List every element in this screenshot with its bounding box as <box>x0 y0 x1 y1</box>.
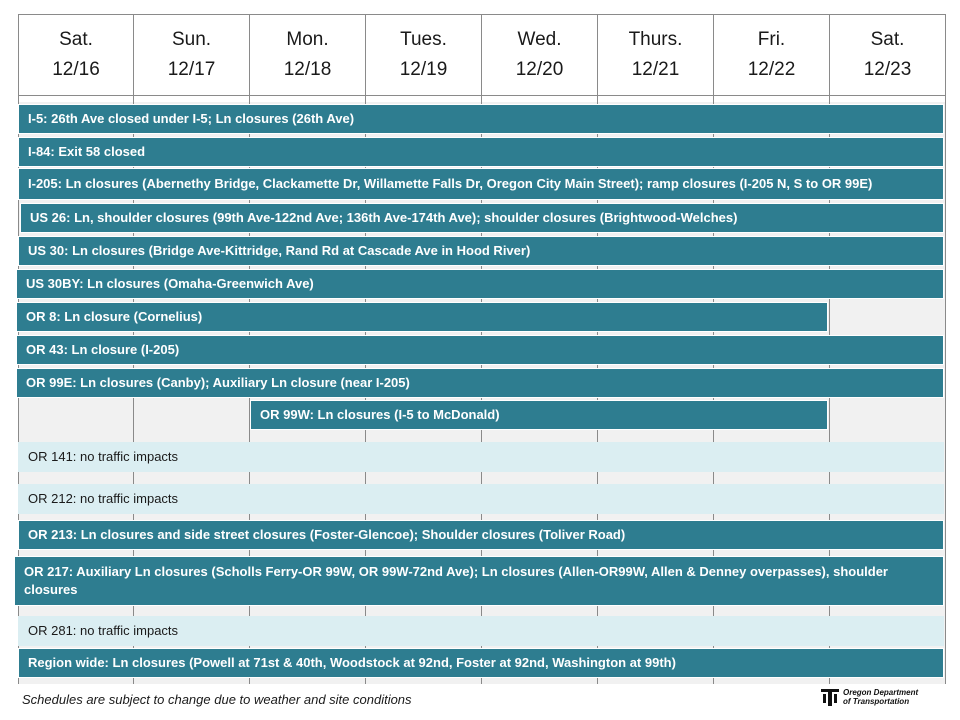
day-header <box>830 14 945 96</box>
footnote: Schedules are subject to change due to weather and site conditions <box>22 692 412 707</box>
odot-logo-icon <box>820 687 840 707</box>
closure-bar <box>18 236 944 266</box>
closure-label: OR 213: Ln closures and side street closures (Foster-Glencoe); Shoulder closures (Toliver Road) <box>28 527 626 542</box>
day-name: Wed. <box>517 29 562 50</box>
no-impact-bar <box>18 442 944 472</box>
day-date: 12/23 <box>863 59 912 80</box>
day-name: Sat. <box>870 29 905 50</box>
closure-bar <box>18 137 944 167</box>
odot-logo-text <box>843 688 918 706</box>
day-name: Sun. <box>171 29 212 50</box>
day-name: Thurs. <box>628 29 683 50</box>
day-name: Mon. <box>286 29 329 50</box>
day-header <box>134 14 249 96</box>
closure-label: US 26: Ln, shoulder closures (99th Ave-122nd Ave; 136th Ave-174th Ave); shoulder closures (Brightwood-Welches) <box>30 210 738 225</box>
closure-label: OR 212: no traffic impacts <box>28 491 179 506</box>
closure-bar <box>16 269 944 299</box>
closure-bar <box>18 104 944 134</box>
day-header <box>482 14 597 96</box>
closure-bar <box>18 168 944 200</box>
closure-bar <box>16 302 828 332</box>
day-date: 12/21 <box>631 59 680 80</box>
closure-label: OR 281: no traffic impacts <box>28 623 179 638</box>
closure-label: OR 99E: Ln closures (Canby); Auxiliary Ln closure (near I-205) <box>26 375 410 390</box>
closure-label: I-5: 26th Ave closed under I-5; Ln closures (26th Ave) <box>28 111 355 126</box>
closure-label: OR 8: Ln closure (Cornelius) <box>26 309 203 324</box>
day-header <box>250 14 365 96</box>
day-date: 12/19 <box>399 59 448 80</box>
no-impact-bar <box>18 484 944 514</box>
closure-label: OR 99W: Ln closures (I-5 to McDonald) <box>260 407 500 422</box>
day-name: Sat. <box>59 29 93 50</box>
closure-bar <box>16 335 944 365</box>
logo-line-2: of Transportation <box>843 697 910 706</box>
closure-label: OR 43: Ln closure (I-205) <box>26 342 180 357</box>
day-date: 12/18 <box>283 59 332 80</box>
day-header <box>366 14 481 96</box>
day-date: 12/16 <box>52 59 100 80</box>
day-date: 12/17 <box>167 59 216 80</box>
logo-line-1: Oregon Department <box>843 688 919 697</box>
closure-label: US 30: Ln closures (Bridge Ave-Kittridge, Rand Rd at Cascade Ave in Hood River) <box>28 243 531 258</box>
closure-bar <box>18 520 944 550</box>
closure-label: Region wide: Ln closures (Powell at 71st & 40th, Woodstock at 92nd, Foster at 92nd, Washington at 99th) <box>28 655 676 670</box>
closure-bar <box>16 368 944 398</box>
day-header <box>598 14 713 96</box>
odot-logo <box>820 686 950 708</box>
closure-label: OR 217: Auxiliary Ln closures (Scholls Ferry-OR 99W, OR 99W-72nd Ave); Ln closures (Allen-OR99W, Allen & Denney overpasses), shoulder closures <box>24 564 888 597</box>
day-date: 12/22 <box>747 59 796 80</box>
closure-bar <box>250 400 828 430</box>
closure-bar <box>14 556 944 606</box>
no-impact-bar <box>18 616 944 646</box>
day-name: Tues. <box>400 29 447 50</box>
closure-bar <box>20 203 944 233</box>
day-header <box>714 14 829 96</box>
closure-label: I-84: Exit 58 closed <box>28 144 146 159</box>
closure-bar <box>18 648 944 678</box>
day-date: 12/20 <box>515 59 564 80</box>
day-name: Fri. <box>757 29 786 50</box>
day-header <box>19 14 133 96</box>
closure-label: OR 141: no traffic impacts <box>28 449 179 464</box>
closure-label: US 30BY: Ln closures (Omaha-Greenwich Ave) <box>26 276 314 291</box>
closure-label: I-205: Ln closures (Abernethy Bridge, Clackamette Dr, Willamette Falls Dr, Oregon City Main Street); ramp closures (I-205 N, S to OR 99E) <box>28 176 873 191</box>
